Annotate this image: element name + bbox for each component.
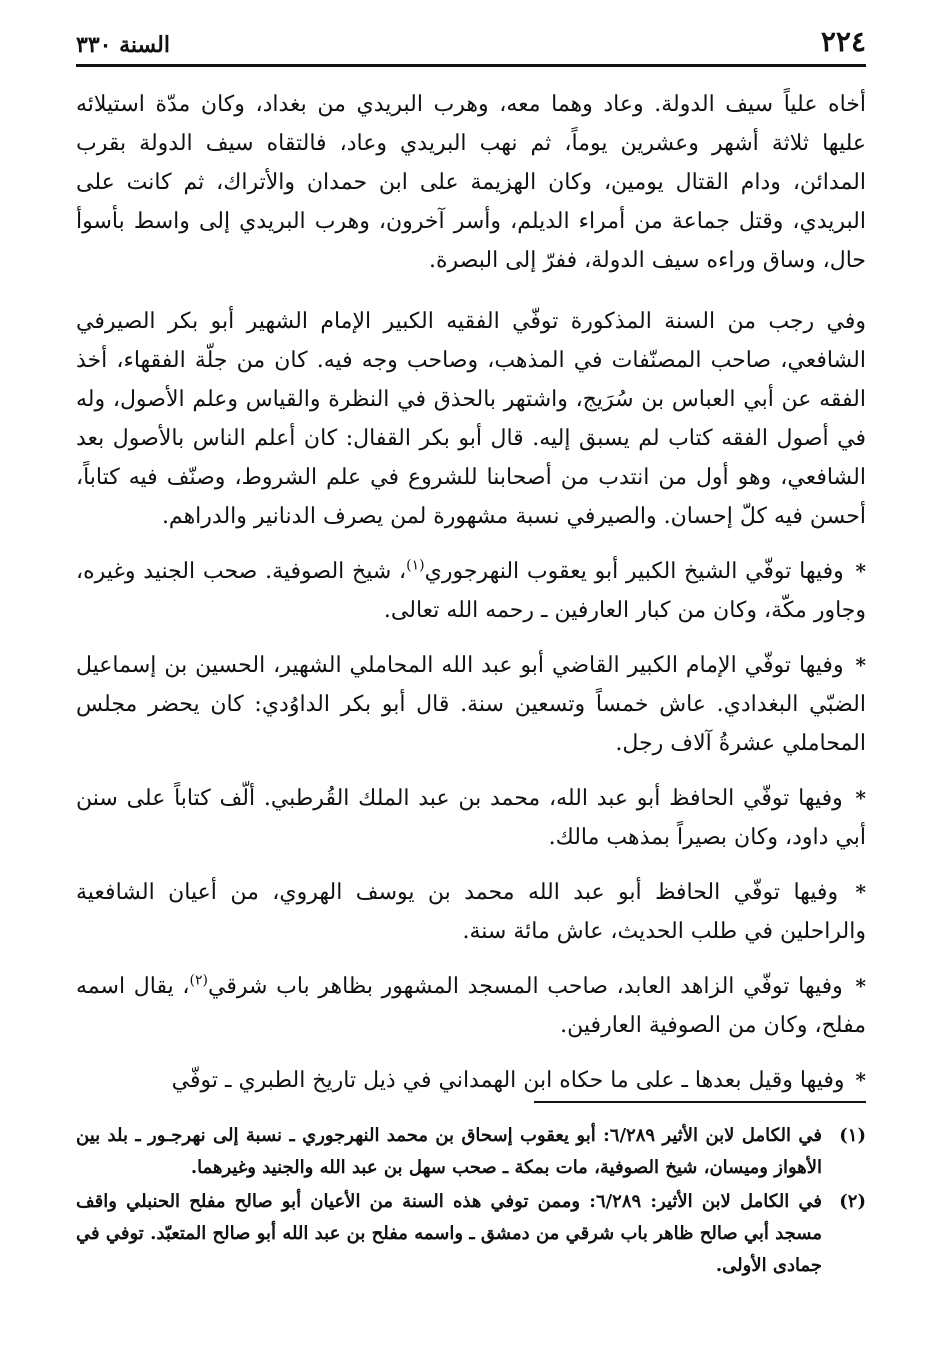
paragraph	[76, 646, 866, 763]
star-bullet: *	[855, 786, 866, 810]
paragraph	[76, 552, 866, 630]
paragraph-text: وفي رجب من السنة المذكورة توفّي الفقيه الكبير الإمام الشهير أبو بكر الصيرفي الشافعي، صاحب المصنّفات في المذهب، وصاحب وجه فيه. كان من جلّة الفقهاء، أخذ الفقه عن أبي العباس بن سُرَيج، واشتهر بالحذق في النظرة والقياس وعلم الأصول، وله في أصول الفقه كتاب لم يسبق إليه. قال أبو بكر القفال: كان أعلم الناس بالأصول بعد الشافعي، وهو أول من انتدب من أصحابنا للشروع في علم الشروط، وصنّف فيه كتاباً، أحسن فيه كلّ إحسان. والصيرفي نسبة مشهورة لمن يصرف الدنانير والدراهم.	[76, 309, 866, 529]
paragraph-text: أخاه علياً سيف الدولة. وعاد وهما معه، وهرب البريدي من بغداد، وكان مدّة استيلائه عليها ثلاثة أشهر وعشرين يوماً، ثم نهب البريدي وعاد، فالتقاه سيف الدولة بقرب المدائن، ودام القتال يومين، وكان الهزيمة على ابن حمدان والأتراك، ثم كانت على البريدي، وقتل جماعة من أمراء الديلم، وأسر آخرون، وهرب البريدي إلى واسط بأسوأ حال، وساق وراءه سيف الدولة، ففرّ إلى البصرة.	[76, 92, 866, 273]
paragraph-text: وفيها توفّي الشيخ الكبير أبو يعقوب النهرجوري	[424, 559, 844, 584]
paragraph-text-cont: ، شيخ الصوفية. صحب الجنيد وغيره، وجاور مكّة، وكان من كبار العارفين ـ رحمه الله تعالى.	[76, 559, 866, 623]
paragraph	[76, 302, 866, 536]
main-text	[76, 85, 866, 1100]
footnote-number: (١)	[839, 1125, 866, 1146]
running-header	[76, 18, 866, 67]
footnote-divider	[534, 1101, 866, 1103]
footnote-ref[interactable]: (١)	[406, 557, 425, 574]
footnote-ref[interactable]: (٢)	[189, 972, 208, 989]
footnote-text: في الكامل لابن الأثير: ٦/٢٨٩: وممن توفي هذه السنة من الأعيان أبو صالح مفلح الحنبلي واقف مسجد أبي صالح ظاهر باب شرقي من دمشق ـ واسمه مفلح بن عبد الله أبو صالح المتعبّد. توفي في جمادى الأولى.	[76, 1191, 822, 1276]
page-content	[76, 18, 866, 1116]
paragraph-text: وفيها توفّي الإمام الكبير القاضي أبو عبد الله المحاملي الشهير، الحسين بن إسماعيل الضبّي البغدادي. عاش خمساً وتسعين سنة. قال أبو بكر الداوُدي: كان يحضر مجلس المحاملي عشرةُ آلاف رجل.	[76, 653, 866, 756]
star-bullet: *	[855, 1068, 866, 1092]
star-bullet: *	[855, 974, 866, 998]
paragraph	[76, 1061, 866, 1100]
paragraph-text: وفيها توفّي الزاهد العابد، صاحب المسجد المشهور بظاهر باب شرقي	[207, 974, 843, 999]
star-bullet: *	[855, 653, 866, 677]
paragraph-text: وفيها وقيل بعدها ـ على ما حكاه ابن الهمداني في ذيل تاريخ الطبري ـ توفّي	[171, 1068, 845, 1093]
footnote	[76, 1120, 866, 1184]
paragraph	[76, 779, 866, 857]
star-bullet: *	[855, 559, 867, 583]
paragraph-text-cont: ، يقال اسمه مفلح، وكان من الصوفية العارفين.	[76, 974, 866, 1038]
footnote-number: (٢)	[839, 1191, 866, 1212]
paragraph	[76, 967, 866, 1045]
footnotes	[76, 1120, 866, 1284]
footnote	[76, 1186, 866, 1282]
paragraph	[76, 85, 866, 280]
page-number: ٢٢٤	[820, 25, 866, 58]
running-title: السنة ٣٣٠	[76, 32, 170, 58]
paragraph-text: وفيها توفّي الحافظ أبو عبد الله محمد بن يوسف الهروي، من أعيان الشافعية والراحلين في طلب الحديث، عاش مائة سنة.	[76, 880, 866, 944]
footnote-text: في الكامل لابن الأثير ٦/٢٨٩: أبو يعقوب إسحاق بن محمد النهرجوري ـ نسبة إلى نهرجـور ـ بلد بين الأهواز وميسان، شيخ الصوفية، مات بمكة ـ صحب سهل بن عبد الله والجنيد وغيرهما.	[76, 1125, 822, 1178]
paragraph-text: وفيها توفّي الحافظ أبو عبد الله، محمد بن عبد الملك القُرطبي. ألّف كتاباً على سنن أبي داود، وكان بصيراً بمذهب مالك.	[76, 786, 866, 850]
star-bullet: *	[855, 880, 866, 904]
paragraph	[76, 873, 866, 951]
